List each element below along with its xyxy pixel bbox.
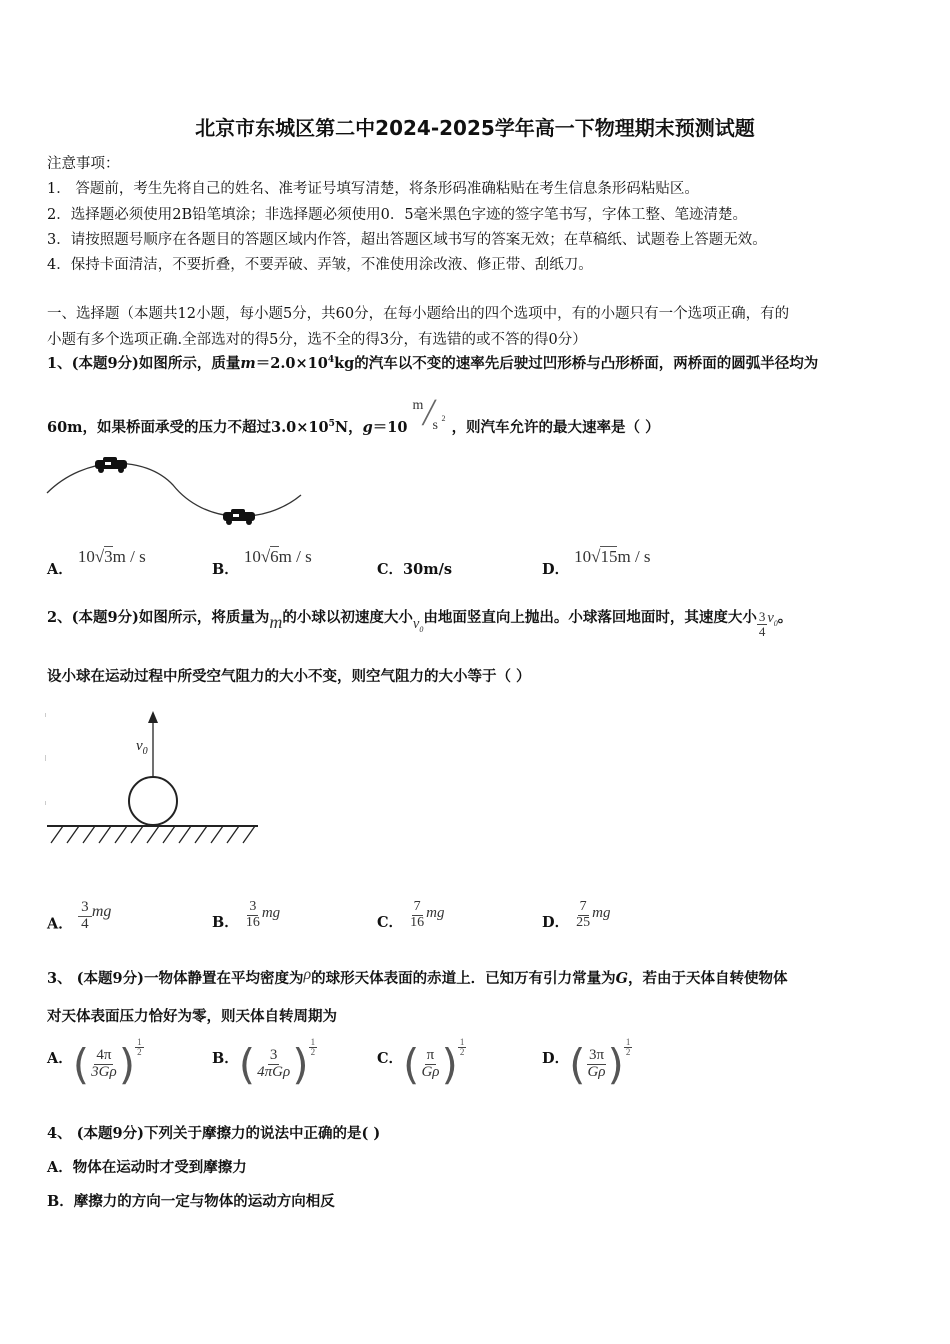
notice-item-2: 2．选择题必须使用2B铅笔填涂；非选择题必须使用0．5毫米黑色字迹的签字笔书写，字体工整、笔迹清楚。: [47, 207, 748, 223]
q3-option-b[interactable]: B．( $\frac{3}{\text{4πGρ}}$ ) $\frac{1}{2}$: [212, 1037, 316, 1089]
notice-item-3: 3．请按照题号顺序在各题目的答题区域内作答，超出答题区域书写的答案无效；在草稿纸、试题卷上答题无效。: [47, 232, 767, 248]
q3-option-a[interactable]: A．( $\frac{4\pi}{3G\rho}$ ) $\frac{1}{2}$: [47, 1037, 142, 1089]
q2-option-a[interactable]: A． $\frac{3}{4}$ mg: [47, 899, 112, 933]
q2-option-d[interactable]: D． $\frac{7}{25}$ mg: [542, 899, 611, 932]
q1-stem-line2: 60m，如果桥面承受的压力不超过$3.0\times 10^5N$，g＝10 m ╱ s 2 ，则汽车允许的最大速率是（ ）: [47, 398, 660, 436]
q2-option-c[interactable]: C． $\frac{7}{16}$ mg: [377, 899, 445, 932]
section-heading-line1: 一、选择题（本题共12小题，每小题5分，共60分，在每小题给出的四个选项中，有的小题只有一个选项正确，有的: [47, 306, 790, 322]
arrow-up-icon: [148, 711, 158, 723]
notice-heading: 注意事项：: [47, 156, 120, 172]
v0-label: $v_0$: [136, 738, 148, 757]
q3-stem-line2: 对天体表面压力恰好为零，则天体自转周期为: [47, 1008, 337, 1025]
q2-option-b[interactable]: B． $\frac{3}{16}$ mg: [212, 899, 281, 932]
q3-option-c[interactable]: C．( $\frac{\pi}{G\rho}$ ) $\frac{1}{2}$: [377, 1037, 465, 1089]
ball-figure: [45, 705, 260, 850]
notice-item-4: 4．保持卡面清洁，不要折叠，不要弄破、弄皱，不准使用涂改液、修正带、刮纸刀。: [47, 257, 593, 273]
unit-m-per-s2: m ╱ s 2: [412, 398, 446, 433]
q1-option-d[interactable]: D． 10√15m / s: [542, 547, 651, 578]
q3-stem-line1: 3、 (本题9分)一物体静置在平均密度为ρ的球形天体表面的赤道上．已知万有引力常量为G，若由于天体自转使物体: [47, 966, 788, 987]
q1-option-c[interactable]: C．30m/s: [377, 561, 453, 578]
q1-option-a[interactable]: A． 10√3m / s: [47, 547, 146, 578]
q2-stem-line2: 设小球在运动过程中所受空气阻力的大小不变，则空气阻力的大小等于（ ）: [47, 668, 531, 685]
bridge-figure: [45, 455, 305, 527]
q1-stem-line1: 1、(本题9分)如图所示，质量$m=2.0\times 10^4kg$的汽车以不变的速率先后驶过凹形桥与凸形桥面，两桥面的圆弧半径均为: [47, 355, 819, 372]
q3-option-d[interactable]: D．( $\frac{3\pi}{G\rho}$ ) $\frac{1}{2}$: [542, 1037, 631, 1089]
q4-option-a[interactable]: A．物体在运动时才受到摩擦力: [47, 1159, 247, 1176]
ball: [129, 777, 177, 825]
car-icon: [95, 457, 127, 473]
section-heading-line2: 小题有多个选项正确.全部选对的得5分，选不全的得3分，有选错的或不答的得0分）: [47, 332, 587, 348]
notice-item-1: 1． 答题前，考生先将自己的姓名、准考证号填写清楚，将条形码准确粘贴在考生信息条形码粘贴区。: [47, 181, 699, 197]
q1-option-b[interactable]: B． 10√6m / s: [212, 547, 312, 578]
q4-stem: 4、 (本题9分)下列关于摩擦力的说法中正确的是( ): [47, 1125, 381, 1142]
q2-stem-line1: 2、(本题9分)如图所示，将质量为m的小球以初速度大小$v_0$由地面竖直向上抛出。小球落回地面时，其速度大小 $\frac{3}{4}$ $v_0$。: [47, 609, 793, 639]
q4-option-b[interactable]: B．摩擦力的方向一定与物体的运动方向相反: [47, 1193, 335, 1210]
page-title: 北京市东城区第二中2024-2025学年高一下物理期末预测试题: [195, 116, 755, 140]
car-icon: [223, 509, 255, 525]
